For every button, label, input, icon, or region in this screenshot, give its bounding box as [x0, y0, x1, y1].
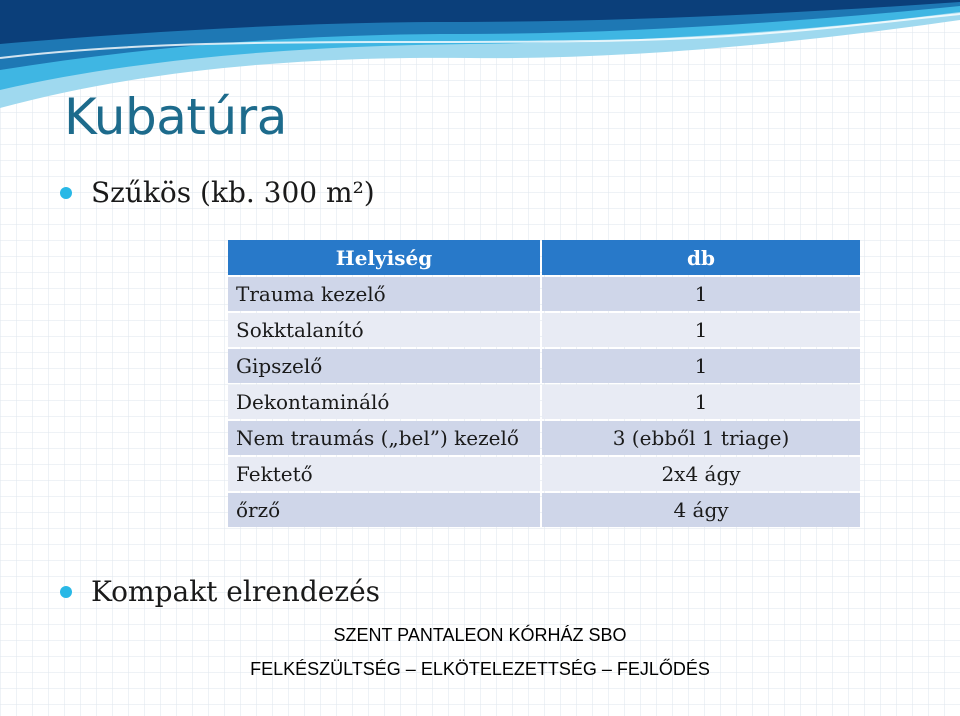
table-row: [228, 313, 860, 347]
rooms-table: [226, 238, 862, 529]
room-name: őrző: [228, 493, 540, 527]
bullet-item-layout: [60, 575, 380, 608]
bullet-item-size: [60, 176, 375, 209]
room-count: 1: [542, 313, 860, 347]
room-count: 1: [542, 349, 860, 383]
table-header-row: [228, 240, 860, 275]
room-count: 1: [542, 277, 860, 311]
table-row: [228, 421, 860, 455]
room-name: Gipszelő: [228, 349, 540, 383]
room-name: Dekontamináló: [228, 385, 540, 419]
room-name: Nem traumás („bel”) kezelő: [228, 421, 540, 455]
room-count: 3 (ebből 1 triage): [542, 421, 860, 455]
table-row: [228, 349, 860, 383]
room-count: 4 ágy: [542, 493, 860, 527]
room-name: Sokktalanító: [228, 313, 540, 347]
room-name: Fektető: [228, 457, 540, 491]
table-row: [228, 385, 860, 419]
footer-motto: FELKÉSZÜLTSÉG – ELKÖTELEZETTSÉG – FEJLŐDÉS: [250, 659, 710, 679]
bullet-dot-icon: [60, 187, 72, 199]
room-count: 2x4 ágy: [542, 457, 860, 491]
slide-title: Kubatúra: [64, 88, 287, 146]
bullet-dot-icon: [60, 586, 72, 598]
footer-hospital-name: SZENT PANTALEON KÓRHÁZ SBO: [333, 625, 627, 645]
table-row: [228, 493, 860, 527]
bullet-text: Kompakt elrendezés: [91, 575, 381, 608]
room-name: Trauma kezelő: [228, 277, 540, 311]
table-row: [228, 277, 860, 311]
table-row: [228, 457, 860, 491]
bullet-text: Szűkös (kb. 300 m²): [91, 176, 375, 209]
room-count: 1: [542, 385, 860, 419]
column-header-room: Helyiség: [228, 240, 540, 275]
column-header-count: db: [542, 240, 860, 275]
